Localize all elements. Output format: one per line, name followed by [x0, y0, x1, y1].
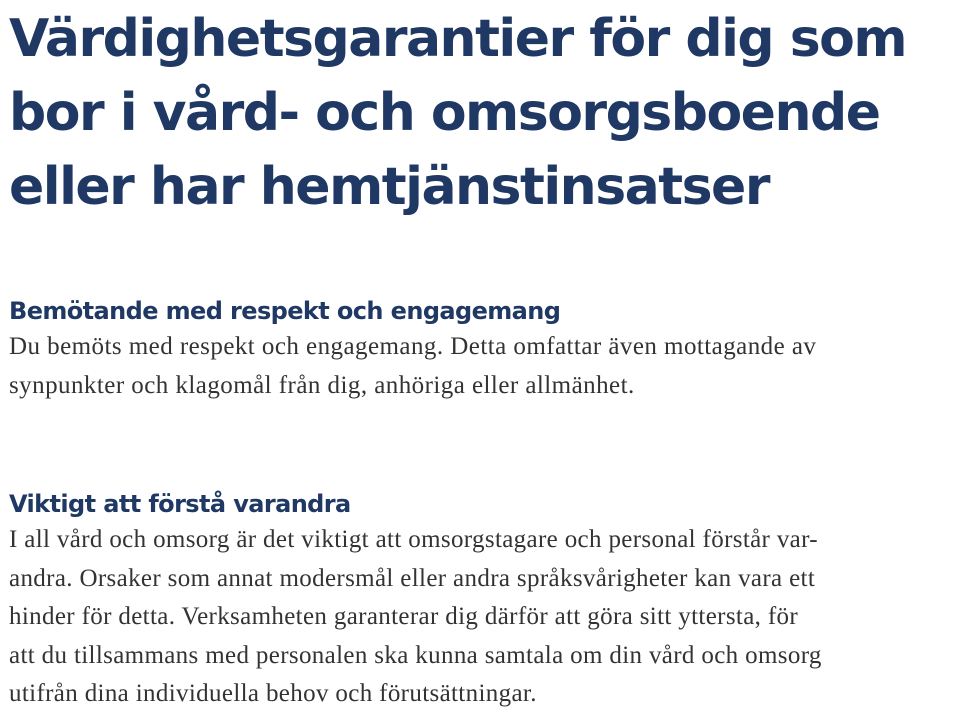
title-line: eller har hemtjänstinsatser [9, 157, 769, 217]
section-heading: Bemötande med respekt och engagemang [9, 297, 561, 325]
title-line: bor i vård- och omsorgsboende [9, 83, 880, 143]
body-line: synpunkter och klagomål från dig, anhöriga eller allmänhet. [9, 371, 635, 399]
body-line: I all vård och omsorg är det viktigt att omsorgstagare och personal förstår var- [9, 526, 818, 553]
section-heading: Viktigt att förstå varandra [9, 490, 351, 518]
body-line: utifrån dina individuella behov och förutsättningar. [9, 680, 537, 707]
body-line: att du tillsammans med personalen ska kunna samtala om din vård och omsorg [9, 641, 822, 669]
title-line: Värdighetsgarantier för dig som [9, 9, 907, 69]
page-title [9, 2, 949, 224]
body-line: hinder för detta. Verksamheten garanterar dig därför att göra sitt yttersta, för [9, 603, 799, 630]
section-body [9, 521, 954, 714]
section-respect [9, 294, 954, 405]
body-line: andra. Orsaker som annat modersmål eller andra språksvårigheter kan vara ett [9, 564, 816, 592]
body-line: Du bemöts med respekt och engagemang. Detta omfattar även mottagande av [9, 333, 817, 360]
section-body [9, 328, 954, 405]
section-understanding [9, 487, 954, 714]
